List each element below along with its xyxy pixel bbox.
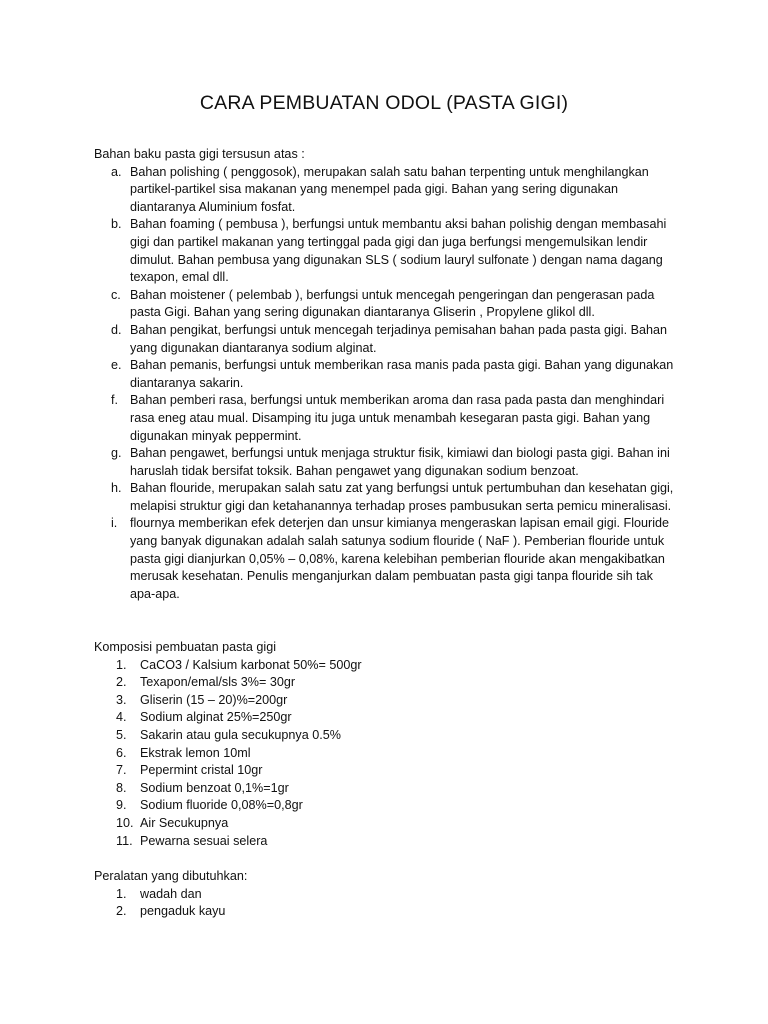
list-marker: 1. bbox=[116, 886, 127, 901]
list-marker: 2. bbox=[116, 904, 127, 919]
list-item-text: Bahan pemberi rasa, berfungsi untuk memberikan aroma dan rasa pada pasta dan menghindari rasa eneg atau mual. Disamping itu juga untuk menambah kesegaran pasta gigi. Bahan yang digunakan minyak peppermint. bbox=[130, 393, 665, 443]
list-marker: b. bbox=[111, 217, 122, 232]
list-item bbox=[94, 833, 679, 851]
list-marker: 7. bbox=[116, 763, 127, 778]
list-marker: 2. bbox=[116, 675, 127, 690]
list-marker: 4. bbox=[116, 710, 127, 725]
list-item bbox=[94, 657, 679, 675]
section-heading-peralatan: Peralatan yang dibutuhkan: bbox=[94, 869, 248, 883]
list-item bbox=[94, 709, 679, 727]
list-marker: 8. bbox=[116, 780, 127, 795]
section-komposisi bbox=[94, 639, 679, 850]
list-item bbox=[94, 216, 679, 286]
list-item-text: Pepermint cristal 10gr bbox=[140, 763, 263, 778]
list-item-text: CaCO3 / Kalsium karbonat 50%= 500gr bbox=[140, 657, 362, 672]
list-item bbox=[94, 745, 679, 763]
list-item-text: wadah dan bbox=[140, 886, 202, 901]
list-item-text: Bahan polishing ( penggosok), merupakan salah satu bahan terpenting untuk menghilangkan partikel-partikel sisa makanan yang menempel pada gigi. Bahan yang sering digunakan diantaranya Aluminium fosfat. bbox=[130, 164, 649, 214]
list-marker: 1. bbox=[116, 657, 127, 672]
list-item bbox=[94, 445, 679, 480]
list-item-text: Bahan pengawet, berfungsi untuk menjaga struktur fisik, kimiawi dan biologi pasta gigi. Bahan ini haruslah tidak bersifat toksik. Bahan pengawet yang digunakan sodium benzoat. bbox=[130, 446, 670, 478]
list-item-text: Sodium fluoride 0,08%=0,8gr bbox=[140, 798, 303, 813]
list-item bbox=[94, 780, 679, 798]
list-item-text: flournya memberikan efek deterjen dan unsur kimianya mengeraskan lapisan email gigi. Flouride yang banyak digunakan adalah salah satunya sodium flouride ( NaF ). Pemberian flouride untuk pasta gigi dianjurkan 0,05% – 0,08%, karena kelebihan pemberian flouride akan mengakibatkan merusak kesehatan. Penulis menganjurkan dalam pembuatan pasta gigi tanpa flouride sih tak apa-apa. bbox=[130, 516, 670, 601]
komposisi-list bbox=[94, 657, 679, 851]
section-peralatan bbox=[94, 868, 679, 921]
list-item bbox=[94, 164, 679, 217]
section-heading-komposisi: Komposisi pembuatan pasta gigi bbox=[94, 640, 277, 654]
list-marker: e. bbox=[111, 358, 122, 373]
list-marker: i. bbox=[111, 516, 118, 531]
list-item bbox=[94, 357, 679, 392]
list-item-text: Bahan foaming ( pembusa ), berfungsi untuk membantu aksi bahan polishig dengan membasahi gigi dan partikel makanan yang tertinggal pada gigi dan juga berfungsi mengemulsikan lendir dimulut. Bahan pembusa yang digunakan SLS ( sodium lauryl sulfonate ) dengan nama dagang texapon, emal dll. bbox=[130, 217, 667, 285]
section-heading-bahan: Bahan baku pasta gigi tersusun atas : bbox=[94, 147, 305, 161]
list-marker: f. bbox=[111, 393, 118, 408]
list-item bbox=[94, 287, 679, 322]
page-title: CARA PEMBUATAN ODOL (PASTA GIGI) bbox=[199, 92, 569, 114]
list-marker: 3. bbox=[116, 692, 127, 707]
list-marker: h. bbox=[111, 481, 122, 496]
list-item-text: Ekstrak lemon 10ml bbox=[140, 745, 251, 760]
list-item bbox=[94, 886, 679, 904]
bahan-list bbox=[94, 164, 679, 604]
list-item bbox=[94, 692, 679, 710]
peralatan-list bbox=[94, 886, 679, 921]
list-item-text: Sodium alginat 25%=250gr bbox=[140, 710, 292, 725]
list-item-text: Bahan moistener ( pelembab ), berfungsi untuk mencegah pengeringan dan pengerasan pada pasta Gigi. Bahan yang sering digunakan diantaranya Gliserin , Propylene glikol dll. bbox=[130, 287, 655, 320]
list-marker: a. bbox=[111, 164, 122, 179]
list-item-text: Bahan pemanis, berfungsi untuk memberikan rasa manis pada pasta gigi. Bahan yang digunakan diantaranya sakarin. bbox=[130, 358, 674, 390]
list-item-text: Gliserin (15 – 20)%=200gr bbox=[140, 692, 288, 707]
list-item bbox=[94, 392, 679, 445]
list-item-text: Air Secukupnya bbox=[140, 815, 229, 830]
list-item bbox=[94, 903, 679, 921]
list-item bbox=[94, 727, 679, 745]
list-item bbox=[94, 674, 679, 692]
list-marker: 6. bbox=[116, 745, 127, 760]
list-marker: 11. bbox=[116, 833, 133, 848]
list-item bbox=[94, 480, 679, 515]
list-marker: 10. bbox=[116, 815, 134, 830]
list-item-text: Bahan flouride, merupakan salah satu zat yang berfungsi untuk pertumbuhan dan kesehatan gigi, melapisi struktur gigi dan ketahanannya terhadap proses pambusukan serta pemicu mineralisasi. bbox=[130, 481, 674, 513]
list-item-text: Pewarna sesuai selera bbox=[140, 833, 268, 848]
list-marker: d. bbox=[111, 322, 122, 337]
list-item-text: Sakarin atau gula secukupnya 0.5% bbox=[140, 727, 341, 742]
list-item bbox=[94, 322, 679, 357]
list-item-text: Sodium benzoat 0,1%=1gr bbox=[140, 780, 289, 795]
list-item-text: Bahan pengikat, berfungsi untuk mencegah terjadinya pemisahan bahan pada pasta gigi. Bahan yang digunakan diantaranya sodium alginat. bbox=[130, 322, 668, 355]
list-marker: c. bbox=[111, 287, 121, 302]
list-item-text: Texapon/emal/sls 3%= 30gr bbox=[140, 675, 296, 690]
list-marker: g. bbox=[111, 446, 122, 461]
list-marker: 5. bbox=[116, 727, 127, 742]
list-marker: 9. bbox=[116, 798, 127, 813]
list-item bbox=[94, 797, 679, 815]
section-bahan-baku bbox=[94, 146, 679, 603]
list-item bbox=[94, 815, 679, 833]
list-item bbox=[94, 515, 679, 603]
list-item-text: pengaduk kayu bbox=[140, 904, 226, 919]
list-item bbox=[94, 762, 679, 780]
